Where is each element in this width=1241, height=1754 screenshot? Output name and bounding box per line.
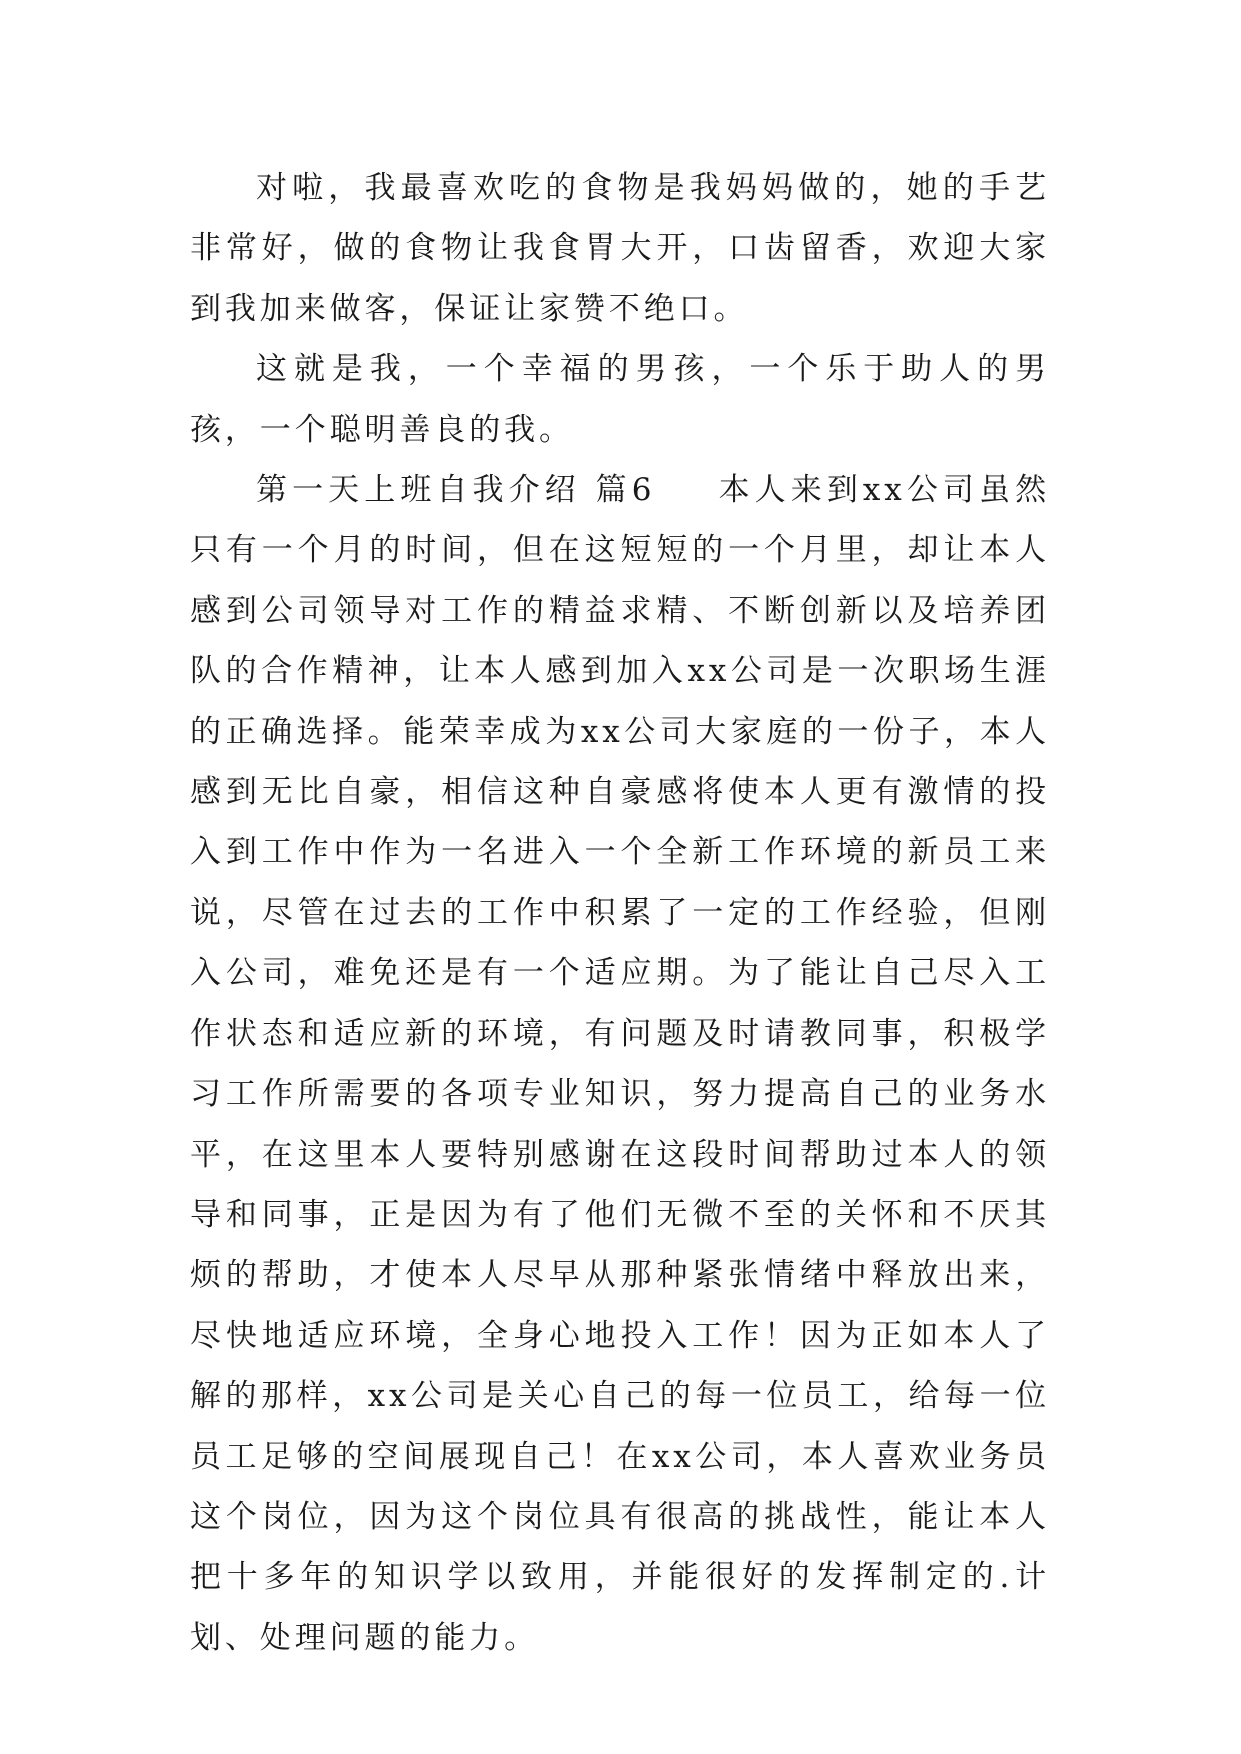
document-body xyxy=(190,158,1050,1668)
paragraph-this-is-me xyxy=(190,339,1050,460)
section-heading: 第一天上班自我介绍 篇6 xyxy=(256,472,656,509)
paragraph-text: 这就是我，一个幸福的男孩，一个乐于助人的男孩，一个聪明善良的我。 xyxy=(190,351,1050,448)
paragraph-text: 本人来到xx公司虽然只有一个月的时间，但在这短短的一个月里，却让本人感到公司领导对工作的精益求精、不断创新以及培养团队的合作精神，让本人感到加入xx公司是一次职场生涯的正确选择。能荣幸成为xx公司大家庭的一份子，本人感到无比自豪，相信这种自豪感将使本人更有激情的投入到工作中作为一名进入一个全新工作环境的新员工来说，尽管在过去的工作中积累了一定的工作经验，但刚入公司，难免还是有一个适应期。为了能让自己尽入工作状态和适应新的环境，有问题及时请教同事，积极学习工作所需要的各项专业知识，努力提高自己的业务水平，在这里本人要特别感谢在这段时间帮助过本人的领导和同事，正是因为有了他们无微不至的关怀和不厌其烦的帮助，才使本人尽早从那种紧张情绪中释放出来，尽快地适应环境，全身心地投入工作！因为正如本人了解的那样，xx公司是关心自己的每一位员工，给每一位员工足够的空间展现自己！在xx公司，本人喜欢业务员这个岗位，因为这个岗位具有很高的挑战性，能让本人把十多年的知识学以致用，并能很好的发挥制定的.计划、处理问题的能力。 xyxy=(190,472,1050,1656)
paragraph-favorite-food xyxy=(190,158,1050,339)
paragraph-first-day-intro xyxy=(190,460,1050,1668)
paragraph-text: 对啦，我最喜欢吃的食物是我妈妈做的，她的手艺非常好，做的食物让我食胃大开，口齿留香，欢迎大家到我加来做客，保证让家赞不绝口。 xyxy=(190,170,1050,327)
